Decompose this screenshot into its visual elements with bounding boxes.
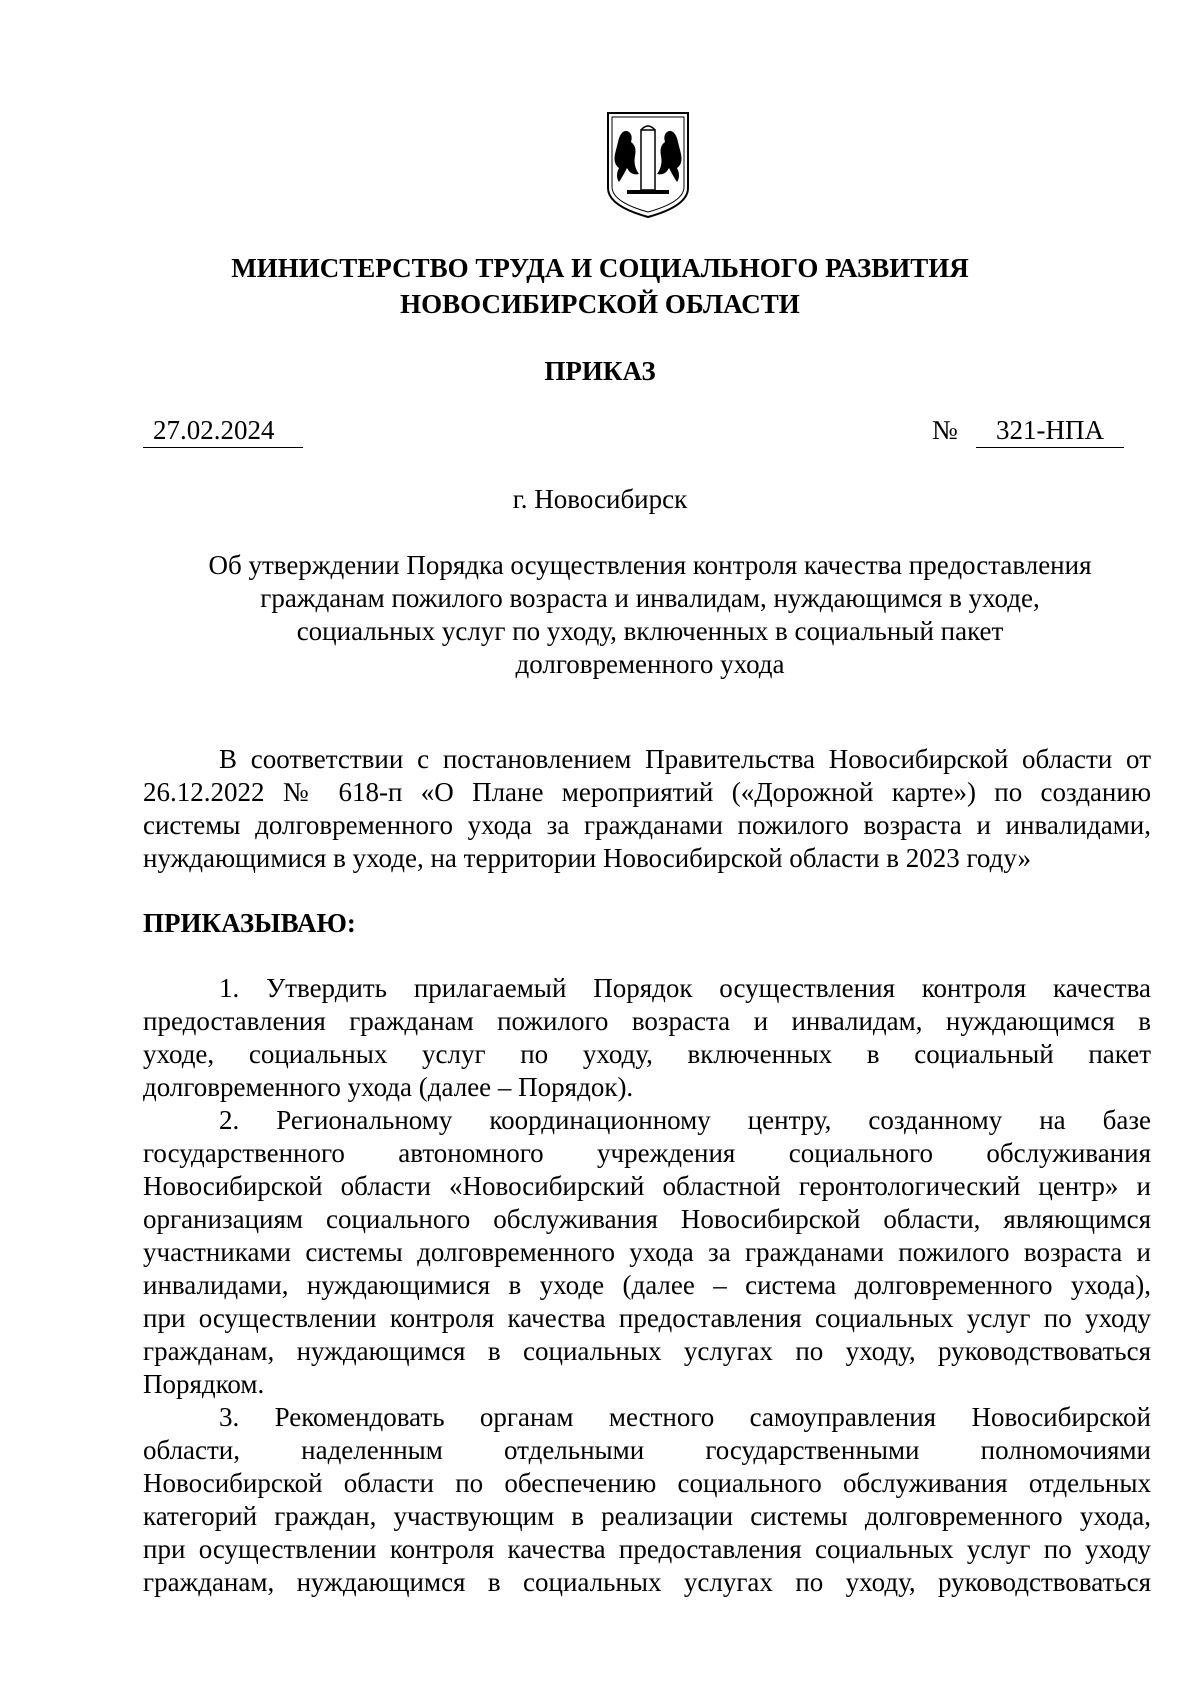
organization-line-2: НОВОСИБИРСКОЙ ОБЛАСТИ [400, 289, 800, 319]
document-subject [180, 549, 1120, 681]
preamble-line: В соответствии с постановлением Правительства Новосибирской области от [219, 744, 1151, 774]
item-line: инвалидами, нуждающимися в уходе (далее – система долговременного ухода), [143, 1270, 1151, 1300]
item-line: гражданам, нуждающимся в социальных услугах по уходу, руководствоваться [143, 1336, 1151, 1366]
number-label: № [932, 415, 958, 445]
organization-name [0, 250, 1200, 322]
preamble-line: нуждающимися в уходе, на территории Новосибирской области в 2023 году» [143, 843, 1032, 873]
item-line: Порядком. [143, 1369, 265, 1399]
orders-heading: ПРИКАЗЫВАЮ: [143, 908, 356, 938]
document-type: ПРИКАЗ [544, 356, 656, 386]
coat-of-arms-emblem [605, 110, 691, 220]
subject-line: Об утверждении Порядка осуществления контроля качества предоставления [208, 550, 1092, 580]
document-date: 27.02.2024 [143, 413, 303, 448]
document-number: 321-НПА [976, 413, 1124, 448]
order-item-3 [143, 1401, 1151, 1599]
organization-line-1: МИНИСТЕРСТВО ТРУДА И СОЦИАЛЬНОГО РАЗВИТИЯ [231, 253, 969, 283]
item-line: 2. Региональному координационному центру, созданному на базе [219, 1105, 1151, 1135]
subject-line: социальных услуг по уходу, включенных в социальный пакет [296, 616, 1004, 646]
preamble-line: 26.12.2022 № 618-п «О Плане мероприятий («Дорожной карте») по созданию [143, 777, 1151, 807]
item-line: Новосибирской области «Новосибирский областной геронтологический центр» и [143, 1171, 1151, 1201]
item-line: уходе, социальных услуг по уходу, включенных в социальный пакет [143, 1039, 1151, 1069]
item-line: организациям социального обслуживания Новосибирской области, являющимся [143, 1204, 1151, 1234]
item-line: при осуществлении контроля качества предоставления социальных услуг по уходу [143, 1534, 1151, 1564]
item-line: 3. Рекомендовать органам местного самоуправления Новосибирской [219, 1402, 1151, 1432]
order-item-2 [143, 1104, 1151, 1401]
place-of-issue: г. Новосибирск [512, 484, 688, 514]
item-line: Новосибирской области по обеспечению социального обслуживания отдельных [143, 1468, 1151, 1498]
subject-line: гражданам пожилого возраста и инвалидам, нуждающимся в уходе, [260, 583, 1040, 613]
item-line: долговременного ухода (далее – Порядок). [143, 1072, 634, 1102]
order-item-1 [143, 972, 1151, 1104]
item-line: государственного автономного учреждения социального обслуживания [143, 1138, 1151, 1168]
subject-line: долговременного ухода [515, 649, 785, 679]
item-line: гражданам, нуждающимся в социальных услугах по уходу, руководствоваться [143, 1567, 1151, 1597]
item-line: категорий граждан, участвующим в реализации системы долговременного ухода, [143, 1501, 1151, 1531]
item-line: участниками системы долговременного ухода за гражданами пожилого возраста и [143, 1237, 1151, 1267]
item-line: 1. Утвердить прилагаемый Порядок осуществления контроля качества [219, 973, 1151, 1003]
item-line: предоставления гражданам пожилого возраста и инвалидам, нуждающимся в [143, 1006, 1151, 1036]
item-line: при осуществлении контроля качества предоставления социальных услуг по уходу [143, 1303, 1151, 1333]
preamble-line: системы долговременного ухода за гражданами пожилого возраста и инвалидами, [143, 810, 1151, 840]
item-line: области, наделенным отдельными государственными полномочиями [143, 1435, 1151, 1465]
preamble-paragraph [143, 743, 1151, 875]
